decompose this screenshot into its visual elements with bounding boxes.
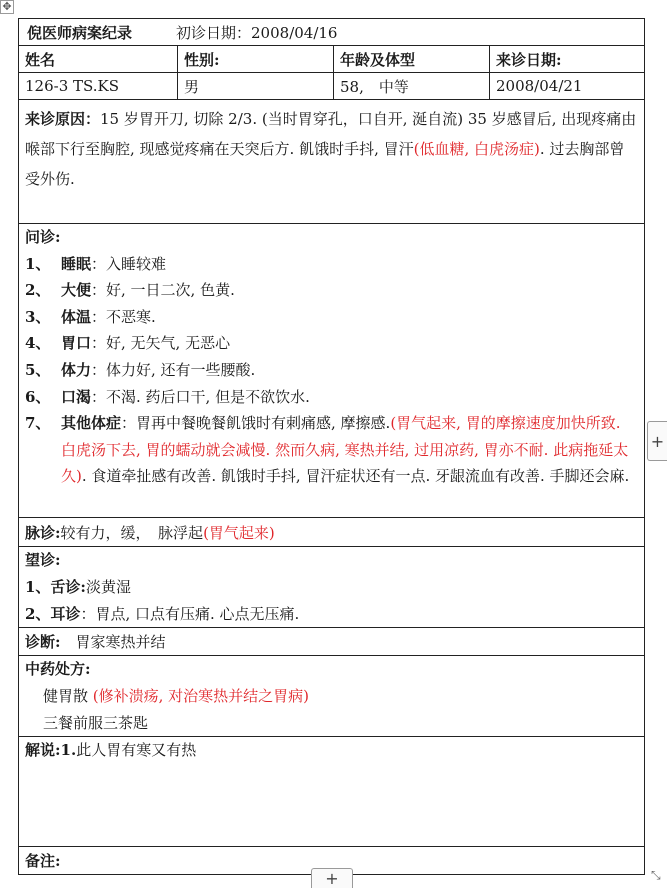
patient-visit-date: 2008/04/21 <box>496 77 583 95</box>
complaint-text-end: . 过去胸部曾受外伤. <box>25 140 625 188</box>
explanation-point-text: 此人胃有寒又有热 <box>76 741 197 759</box>
inquiry-item-name: 体温 <box>61 307 92 326</box>
inquiry-item-name: 其他体症 <box>61 414 122 433</box>
patient-info-values <box>19 73 644 100</box>
explanation-point-num: 1. <box>60 741 77 759</box>
inquiry-other-text: ：胃再中餐晚餐飢饿时有刺痛感, 摩擦感. <box>121 414 391 433</box>
inquiry-num: 7、 <box>25 414 51 433</box>
tongue-label: 1、舌诊: <box>25 578 86 596</box>
diagnosis-section <box>19 628 644 656</box>
complaint-label: 来诊原因： <box>25 110 101 128</box>
table-resize-handle-icon[interactable]: ⤡ <box>651 868 661 882</box>
add-column-button[interactable] <box>647 421 667 461</box>
inquiry-item-value: ：好, 一日二次, 色黄. <box>91 281 235 300</box>
gender-header: 性别: <box>178 46 334 72</box>
inquiry-item-name: 体力 <box>61 360 92 379</box>
prescription-herb-note: (修补溃疡, 对治寒热并结之胃病) <box>92 687 310 705</box>
inquiry-item-value: ：入睡较难 <box>91 254 167 273</box>
inquiry-item-energy <box>25 357 638 384</box>
ear-label: 2、耳诊 <box>25 605 81 623</box>
title-row <box>19 19 644 46</box>
inquiry-num: 1、 <box>25 254 51 273</box>
inquiry-item-other-symptoms <box>25 410 638 490</box>
first-visit-date: 初诊日期：2008/04/16 <box>176 23 338 42</box>
inquiry-num: 3、 <box>25 307 51 326</box>
inquiry-item-stool <box>25 277 638 304</box>
inquiry-item-appetite <box>25 330 638 357</box>
inquiry-item-sleep <box>25 251 638 278</box>
complaint-section <box>19 100 644 224</box>
complaint-text: 15 岁胃开刀, 切除 2/3. (当时胃穿孔，口自开, 涎自流) 35 岁感冒后, 出现疼痛由喉部下行至胸腔, 现感觉疼痛在天突后方. 飢饿时手抖, 冒汗 <box>25 110 637 158</box>
prescription-dosage: 三餐前服三茶匙 <box>43 714 149 732</box>
inquiry-item-temperature <box>25 304 638 331</box>
medical-record-table <box>18 18 645 875</box>
inspection-section <box>19 547 644 628</box>
prescription-section <box>19 656 644 737</box>
tongue-diagnosis <box>25 574 638 601</box>
pulse-red-note: (胃气起来) <box>203 523 275 542</box>
prescription-herb-line <box>25 683 638 710</box>
diagnosis-text: 胃家寒热并结 <box>60 633 166 651</box>
inquiry-other-red-note: (胃气起来, 胃的摩擦速度加快所致. 白虎汤下去, 胃的蠕动就会减慢. 然而久病, 寒热并结, 过用凉药, 胃亦不耐. 此病拖延太久) <box>61 414 629 486</box>
patient-gender: 男 <box>178 73 334 99</box>
pulse-text: 较有力，缓， 脉浮起 <box>60 523 204 542</box>
inquiry-item-name: 口渴 <box>61 387 92 406</box>
inquiry-item-name: 睡眠 <box>61 254 92 273</box>
tongue-value: 淡黄湿 <box>85 578 131 596</box>
patient-info-header <box>19 46 644 73</box>
notes-label: 备注: <box>25 852 61 870</box>
inquiry-num: 2、 <box>25 281 51 300</box>
explanation-section <box>19 737 644 847</box>
inquiry-label: 问诊: <box>25 228 61 246</box>
diagnosis-label: 诊断: <box>25 633 61 651</box>
add-row-button[interactable] <box>311 868 353 888</box>
inquiry-section <box>19 224 644 518</box>
explanation-label: 解说: <box>25 741 61 759</box>
prescription-label: 中药处方: <box>25 660 91 678</box>
prescription-herb: 健胃散 <box>43 687 93 705</box>
name-header: 姓名 <box>19 46 178 72</box>
inquiry-item-value: ：好, 无矢气, 无恶心 <box>91 334 231 353</box>
inquiry-num: 6、 <box>25 387 51 406</box>
inquiry-item-value: ：不恶寒. <box>91 307 156 326</box>
pulse-section <box>19 518 644 547</box>
ear-value: ：胃点, 口点有压痛. 心点无压痛. <box>80 605 300 623</box>
inquiry-num: 5、 <box>25 360 51 379</box>
inspection-label: 望诊: <box>25 551 61 569</box>
patient-name: 126-3 TS.KS <box>19 73 178 99</box>
inquiry-item-value: ：不渴. 药后口干, 但是不欲饮水. <box>91 387 310 406</box>
inquiry-item-thirst <box>25 384 638 411</box>
plus-icon: + <box>325 869 339 888</box>
table-move-handle-icon[interactable]: ✥ <box>0 0 14 14</box>
ear-diagnosis <box>25 601 638 628</box>
inquiry-item-name: 胃口 <box>61 334 92 353</box>
document-title: 倪医师病案纪录 <box>27 23 133 42</box>
visit-date-header: 来诊日期: <box>496 50 562 69</box>
plus-icon: + <box>650 431 665 451</box>
inquiry-item-name: 大便 <box>61 281 92 300</box>
inquiry-num: 4、 <box>25 334 51 353</box>
age-build-header: 年龄及体型 <box>334 46 490 72</box>
patient-age-build: 58, 中等 <box>334 73 490 99</box>
pulse-label: 脉诊: <box>25 523 61 542</box>
inquiry-item-value: ：体力好, 还有一些腰酸. <box>91 360 256 379</box>
inquiry-other-text-end: . 食道牵扯感有改善. 飢饿时手抖, 冒汗症状还有一点. 牙龈流血有改善. 手脚还会麻. <box>81 467 630 486</box>
complaint-red-note: (低血糖, 白虎汤症) <box>413 140 540 158</box>
